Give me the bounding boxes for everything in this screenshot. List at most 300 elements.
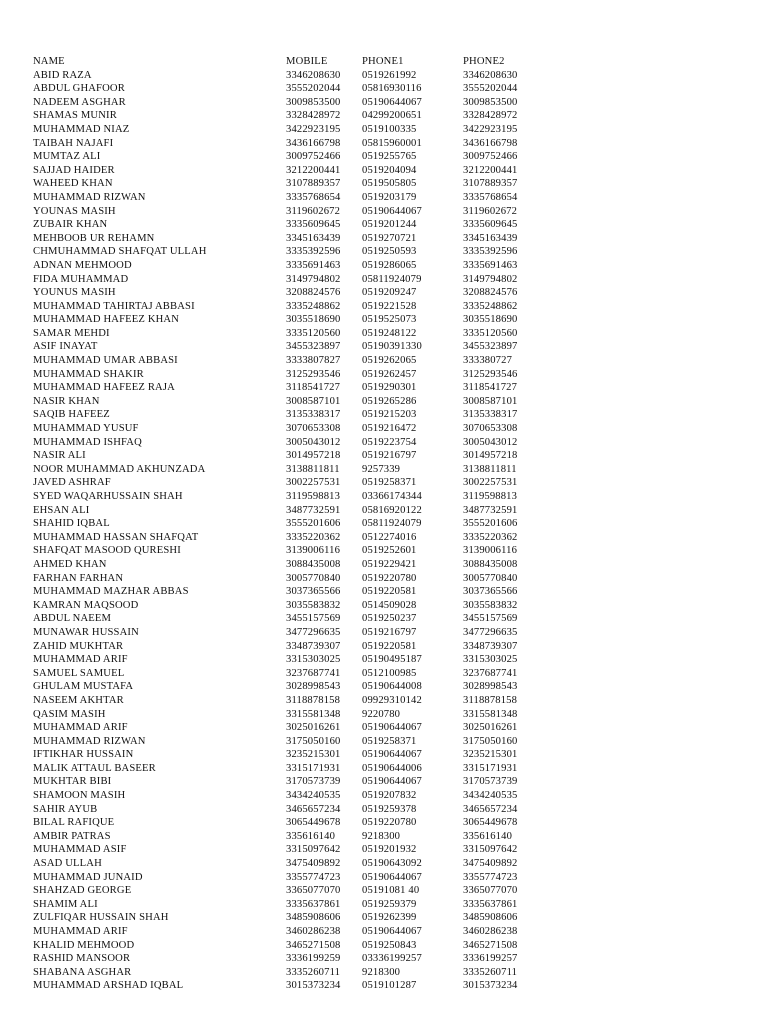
cell-phone2: 3335768654 [463, 191, 518, 203]
cell-name: MUHAMMAD ASIF [33, 844, 127, 856]
column-header-name: NAME [33, 56, 65, 67]
table-row [33, 96, 733, 110]
header-row [33, 55, 733, 69]
cell-phone1: 05190644006 [362, 762, 422, 774]
cell-name: MUHAMMAD HASSAN SHAFQAT [33, 531, 199, 543]
cell-name: SHAHID IQBAL [33, 518, 110, 530]
table-row [33, 939, 733, 953]
cell-phone1: 0512274016 [362, 531, 417, 543]
cell-mobile: 3208824576 [286, 287, 341, 299]
cell-phone2: 3477296635 [463, 626, 518, 638]
cell-name: ABID RAZA [33, 69, 92, 81]
table-row [33, 667, 733, 681]
table-row [33, 599, 733, 613]
cell-mobile: 3465657234 [286, 803, 341, 815]
cell-phone1: 0512100985 [362, 667, 417, 679]
table-row [33, 408, 733, 422]
cell-phone2: 3455323897 [463, 341, 518, 353]
cell-phone2: 3434240535 [463, 790, 518, 802]
cell-phone1: 05190643092 [362, 858, 422, 870]
table-row [33, 966, 733, 980]
cell-name: MUHAMMAD ARSHAD IQBAL [33, 980, 184, 992]
cell-name: SAMAR MEHDI [33, 327, 110, 339]
cell-phone1: 0519259379 [362, 898, 417, 910]
cell-phone2: 3005043012 [463, 436, 518, 448]
cell-phone1: 05190391330 [362, 341, 422, 353]
table-row [33, 857, 733, 871]
cell-phone1: 0519261992 [362, 69, 417, 81]
cell-phone1: 0519101287 [362, 980, 417, 992]
table-row [33, 585, 733, 599]
cell-mobile: 3355774723 [286, 871, 341, 883]
table-row [33, 205, 733, 219]
cell-mobile: 3315581348 [286, 708, 341, 720]
cell-name: MUHAMMAD RIZWAN [33, 191, 146, 203]
cell-mobile: 3315303025 [286, 654, 341, 666]
cell-phone2: 3118878158 [463, 694, 518, 706]
table-row [33, 232, 733, 246]
cell-phone2: 3335609645 [463, 219, 518, 231]
cell-name: MUNAWAR HUSSAIN [33, 626, 139, 638]
cell-name: SHAHZAD GEORGE [33, 885, 132, 897]
cell-name: MUHAMMAD UMAR ABBASI [33, 355, 178, 367]
cell-mobile: 3028998543 [286, 681, 341, 693]
cell-phone1: 05811924079 [362, 273, 422, 285]
cell-name: MUHAMMAD ISHFAQ [33, 436, 142, 448]
cell-mobile: 3008587101 [286, 395, 341, 407]
table-row [33, 517, 733, 531]
cell-phone2: 3555201606 [463, 518, 518, 530]
cell-phone2: 3212200441 [463, 164, 518, 176]
cell-phone1: 0519204094 [362, 164, 417, 176]
cell-mobile: 3555202044 [286, 83, 341, 95]
table-row [33, 952, 733, 966]
table-row [33, 803, 733, 817]
cell-phone1: 0519216472 [362, 423, 417, 435]
cell-mobile: 3460286238 [286, 926, 341, 937]
cell-phone1: 0514509028 [362, 599, 417, 611]
table-row [33, 286, 733, 300]
cell-phone2: 3336199257 [463, 953, 518, 965]
cell-phone2: 3455157569 [463, 613, 518, 625]
cell-mobile: 3335220362 [286, 531, 341, 543]
cell-phone1: 05190644067 [362, 871, 422, 883]
cell-phone2: 335616140 [463, 830, 513, 842]
cell-phone2: 3475409892 [463, 858, 518, 870]
cell-phone1: 0519201932 [362, 844, 417, 856]
table-row [33, 898, 733, 912]
table-row [33, 626, 733, 640]
table-row [33, 735, 733, 749]
cell-phone2: 3422923195 [463, 123, 518, 135]
cell-name: MUKHTAR BIBI [33, 776, 112, 788]
table-row [33, 653, 733, 667]
cell-mobile: 3436166798 [286, 137, 341, 149]
cell-phone1: 03366174344 [362, 491, 422, 502]
cell-name: MUHAMMAD JUNAID [33, 871, 143, 883]
cell-mobile: 3125293546 [286, 368, 341, 380]
cell-name: ASAD ULLAH [33, 858, 102, 870]
table-row [33, 843, 733, 857]
cell-mobile: 3477296635 [286, 626, 341, 638]
cell-phone2: 3028998543 [463, 681, 518, 693]
cell-phone2: 3015373234 [463, 980, 518, 992]
table-row [33, 245, 733, 259]
cell-name: SHAMIM ALI [33, 898, 98, 910]
table-row [33, 340, 733, 354]
cell-phone1: 0519223754 [362, 436, 417, 448]
cell-phone1: 0519525073 [362, 314, 417, 326]
cell-phone1: 05190644067 [362, 96, 422, 108]
table-row [33, 490, 733, 504]
table-row [33, 218, 733, 232]
table-row [33, 640, 733, 654]
cell-phone1: 05190495187 [362, 654, 422, 666]
cell-phone1: 0519207832 [362, 790, 417, 802]
cell-phone1: 09929310142 [362, 694, 422, 706]
cell-phone2: 3035583832 [463, 599, 518, 611]
cell-phone2: 3138811811 [463, 463, 517, 475]
cell-mobile: 3475409892 [286, 858, 341, 870]
cell-mobile: 3009752466 [286, 151, 341, 163]
table-row [33, 572, 733, 586]
cell-phone1: 0519201244 [362, 219, 417, 231]
cell-phone1: 05816920122 [362, 504, 422, 516]
cell-phone2: 3345163439 [463, 232, 518, 244]
cell-phone2: 3139006116 [463, 545, 518, 557]
cell-phone2: 3335637861 [463, 898, 518, 910]
cell-mobile: 3088435008 [286, 558, 341, 570]
cell-name: NASIR ALI [33, 450, 86, 462]
cell-name: SAJJAD HAIDER [33, 164, 115, 176]
table-row [33, 422, 733, 436]
cell-mobile: 3005770840 [286, 572, 341, 584]
cell-phone1: 0519265286 [362, 395, 417, 407]
cell-phone1: 0519250593 [362, 246, 417, 258]
cell-name: SHAMAS MUNIR [33, 110, 117, 122]
cell-phone1: 9218300 [362, 966, 401, 978]
cell-name: MUHAMMAD HAFEEZ RAJA [33, 382, 175, 394]
cell-mobile: 3065449678 [286, 817, 341, 829]
table-row [33, 925, 733, 939]
table-row [33, 381, 733, 395]
cell-phone1: 0519220780 [362, 817, 417, 829]
cell-mobile: 335616140 [286, 830, 336, 842]
cell-phone2: 3008587101 [463, 395, 518, 407]
cell-phone2: 3348739307 [463, 640, 518, 652]
cell-mobile: 3235215301 [286, 749, 341, 761]
cell-phone2: 3315171931 [463, 762, 518, 774]
cell-name: ZULFIQAR HUSSAIN SHAH [33, 912, 169, 924]
table-row [33, 762, 733, 776]
cell-phone1: 0519270721 [362, 232, 417, 244]
cell-phone2: 3237687741 [463, 667, 518, 679]
cell-mobile: 3119598813 [286, 491, 341, 502]
cell-mobile: 3005043012 [286, 436, 341, 448]
cell-mobile: 3315171931 [286, 762, 341, 774]
table-body [33, 69, 733, 993]
table-row [33, 436, 733, 450]
cell-name: MUHAMMAD ARIF [33, 722, 128, 734]
cell-name: QASIM MASIH [33, 708, 106, 720]
table-row [33, 979, 733, 993]
cell-mobile: 3422923195 [286, 123, 341, 135]
contacts-table [33, 55, 733, 993]
cell-phone2: 3346208630 [463, 69, 518, 81]
cell-mobile: 3149794802 [286, 273, 341, 285]
cell-name: KHALID MEHMOOD [33, 939, 135, 951]
cell-phone1: 0519258371 [362, 477, 417, 489]
cell-name: NADEEM ASGHAR [33, 96, 126, 108]
cell-mobile: 3118541727 [286, 382, 341, 394]
cell-phone1: 0519216797 [362, 626, 417, 638]
cell-phone2: 3035518690 [463, 314, 518, 326]
cell-name: MUHAMMAD YUSUF [33, 423, 139, 435]
cell-phone2: 3149794802 [463, 273, 518, 285]
cell-mobile: 3333807827 [286, 355, 341, 367]
cell-name: GHULAM MUSTAFA [33, 681, 134, 693]
cell-name: SYED WAQARHUSSAIN SHAH [33, 491, 183, 502]
table-row [33, 721, 733, 735]
cell-name: MUHAMMAD MAZHAR ABBAS [33, 586, 189, 598]
cell-phone1: 0519220780 [362, 572, 417, 584]
cell-name: YOUNAS MASIH [33, 205, 116, 217]
cell-phone1: 0519286065 [362, 259, 417, 271]
cell-phone1: 0519262457 [362, 368, 417, 380]
cell-mobile: 3335248862 [286, 300, 341, 312]
cell-mobile: 3035583832 [286, 599, 341, 611]
table-row [33, 544, 733, 558]
cell-name: CHMUHAMMAD SHAFQAT ULLAH [33, 246, 207, 258]
cell-mobile: 3035518690 [286, 314, 341, 326]
table-row [33, 708, 733, 722]
cell-phone2: 3118541727 [463, 382, 518, 394]
table-row [33, 775, 733, 789]
cell-phone2: 3335260711 [463, 966, 518, 978]
cell-phone1: 0519252601 [362, 545, 417, 557]
cell-phone1: 0519229421 [362, 558, 417, 570]
cell-phone2: 333380727 [463, 355, 513, 367]
cell-name: SHABANA ASGHAR [33, 966, 132, 978]
cell-phone1: 0519220581 [362, 640, 417, 652]
table-row [33, 558, 733, 572]
cell-mobile: 3335120560 [286, 327, 341, 339]
cell-phone1: 05816930116 [362, 83, 422, 95]
cell-mobile: 3002257531 [286, 477, 341, 489]
cell-mobile: 3135338317 [286, 409, 341, 421]
cell-phone2: 3119602672 [463, 205, 518, 217]
table-row [33, 164, 733, 178]
table-row [33, 82, 733, 96]
cell-phone1: 0519262399 [362, 912, 417, 924]
cell-phone1: 0519258371 [362, 735, 417, 747]
cell-phone1: 04299200651 [362, 110, 422, 122]
cell-phone1: 0519255765 [362, 151, 417, 163]
table-row [33, 680, 733, 694]
cell-mobile: 3487732591 [286, 504, 341, 516]
table-row [33, 449, 733, 463]
cell-mobile: 3335768654 [286, 191, 341, 203]
cell-phone2: 3070653308 [463, 423, 518, 435]
cell-phone1: 0519250843 [362, 939, 417, 951]
cell-phone1: 05190644067 [362, 926, 422, 937]
cell-name: MUHAMMAD TAHIRTAJ ABBASI [33, 300, 195, 312]
table-row [33, 69, 733, 83]
cell-name: ZAHID MUKHTAR [33, 640, 124, 652]
cell-phone2: 3315303025 [463, 654, 518, 666]
cell-name: FARHAN FARHAN [33, 572, 124, 584]
cell-phone2: 3037365566 [463, 586, 518, 598]
table-row [33, 694, 733, 708]
table-row [33, 884, 733, 898]
cell-name: ADNAN MEHMOOD [33, 259, 132, 271]
cell-mobile: 3335637861 [286, 898, 341, 910]
cell-mobile: 3328428972 [286, 110, 341, 122]
cell-mobile: 3107889357 [286, 178, 341, 190]
cell-phone1: 0519250237 [362, 613, 417, 625]
cell-phone1: 0519290301 [362, 382, 417, 394]
table-row [33, 789, 733, 803]
table-row [33, 748, 733, 762]
cell-mobile: 3212200441 [286, 164, 341, 176]
cell-name: SAHIR AYUB [33, 803, 98, 815]
cell-phone1: 0519505805 [362, 178, 417, 190]
table-row [33, 612, 733, 626]
cell-mobile: 3025016261 [286, 722, 341, 734]
cell-phone1: 05811924079 [362, 518, 422, 530]
cell-phone2: 3335248862 [463, 300, 518, 312]
cell-phone2: 3315097642 [463, 844, 518, 856]
table-row [33, 313, 733, 327]
table-row [33, 531, 733, 545]
table-row [33, 871, 733, 885]
cell-phone2: 3014957218 [463, 450, 518, 462]
cell-name: MUHAMMAD ARIF [33, 654, 128, 666]
cell-name: MUMTAZ ALI [33, 151, 101, 163]
column-header-phone1: PHONE1 [362, 56, 404, 67]
cell-name: NOOR MUHAMMAD AKHUNZADA [33, 463, 206, 475]
cell-name: SHAMOON MASIH [33, 790, 126, 802]
cell-mobile: 3485908606 [286, 912, 341, 924]
cell-name: ZUBAIR KHAN [33, 219, 108, 231]
cell-mobile: 3014957218 [286, 450, 341, 462]
cell-phone1: 0519216797 [362, 450, 417, 462]
cell-phone2: 3328428972 [463, 110, 518, 122]
cell-phone2: 3009752466 [463, 151, 518, 163]
table-row [33, 191, 733, 205]
column-header-mobile: MOBILE [286, 56, 328, 67]
cell-phone1: 0519259378 [362, 803, 417, 815]
cell-name: ASIF INAYAT [33, 341, 98, 353]
cell-phone2: 3487732591 [463, 504, 518, 516]
cell-mobile: 3465271508 [286, 939, 341, 951]
cell-mobile: 3009853500 [286, 96, 341, 108]
column-header-phone2: PHONE2 [463, 56, 505, 67]
cell-phone2: 3009853500 [463, 96, 518, 108]
cell-phone2: 3460286238 [463, 926, 518, 937]
cell-mobile: 3315097642 [286, 844, 341, 856]
cell-mobile: 3335691463 [286, 259, 341, 271]
cell-phone1: 05190644067 [362, 722, 422, 734]
cell-mobile: 3138811811 [286, 463, 340, 475]
cell-phone2: 3119598813 [463, 491, 518, 502]
cell-name: MUHAMMAD NIAZ [33, 123, 130, 135]
cell-name: EHSAN ALI [33, 504, 90, 516]
cell-name: FIDA MUHAMMAD [33, 273, 129, 285]
cell-phone1: 0519248122 [362, 327, 417, 339]
table-row [33, 830, 733, 844]
cell-phone2: 3175050160 [463, 735, 518, 747]
cell-name: TAIBAH NAJAFI [33, 137, 114, 149]
cell-mobile: 3070653308 [286, 423, 341, 435]
cell-mobile: 3455157569 [286, 613, 341, 625]
cell-phone1: 9218300 [362, 830, 401, 842]
cell-name: SAQIB HAFEEZ [33, 409, 110, 421]
cell-phone2: 3002257531 [463, 477, 518, 489]
cell-phone1: 0519262065 [362, 355, 417, 367]
cell-mobile: 3015373234 [286, 980, 341, 992]
cell-name: AHMED KHAN [33, 558, 107, 570]
cell-phone2: 3335120560 [463, 327, 518, 339]
cell-name: ABDUL GHAFOOR [33, 83, 125, 95]
cell-name: KAMRAN MAQSOOD [33, 599, 139, 611]
table-row [33, 177, 733, 191]
cell-phone2: 3465271508 [463, 939, 518, 951]
table-row [33, 395, 733, 409]
cell-phone2: 3005770840 [463, 572, 518, 584]
table-row [33, 137, 733, 151]
cell-mobile: 3365077070 [286, 885, 341, 897]
cell-name: MEHBOOB UR REHAMN [33, 232, 155, 244]
cell-name: RASHID MANSOOR [33, 953, 131, 965]
cell-mobile: 3170573739 [286, 776, 341, 788]
cell-phone2: 3135338317 [463, 409, 518, 421]
cell-phone2: 3235215301 [463, 749, 518, 761]
cell-phone1: 05190644067 [362, 205, 422, 217]
cell-mobile: 3345163439 [286, 232, 341, 244]
cell-mobile: 3434240535 [286, 790, 341, 802]
table-row [33, 368, 733, 382]
table-row [33, 259, 733, 273]
cell-phone1: 05191081 40 [362, 885, 420, 897]
cell-mobile: 3455323897 [286, 341, 341, 353]
table-row [33, 300, 733, 314]
cell-mobile: 3335260711 [286, 966, 341, 978]
cell-mobile: 3348739307 [286, 640, 341, 652]
cell-phone2: 3125293546 [463, 368, 518, 380]
cell-phone1: 0519209247 [362, 287, 417, 299]
cell-phone2: 3485908606 [463, 912, 518, 924]
table-row [33, 911, 733, 925]
table-row [33, 354, 733, 368]
table-row [33, 463, 733, 477]
cell-name: JAVED ASHRAF [33, 477, 111, 489]
cell-phone1: 0519221528 [362, 300, 417, 312]
cell-phone1: 05190644067 [362, 776, 422, 788]
cell-mobile: 3555201606 [286, 518, 341, 530]
cell-phone1: 05190644008 [362, 681, 422, 693]
cell-name: BILAL RAFIQUE [33, 817, 115, 829]
cell-name: YOUNUS MASIH [33, 287, 116, 299]
cell-phone1: 0519220581 [362, 586, 417, 598]
cell-phone2: 3436166798 [463, 137, 518, 149]
cell-phone1: 03336199257 [362, 953, 422, 965]
cell-mobile: 3118878158 [286, 694, 341, 706]
cell-phone2: 3335691463 [463, 259, 518, 271]
cell-mobile: 3139006116 [286, 545, 341, 557]
table-row [33, 150, 733, 164]
cell-mobile: 3175050160 [286, 735, 341, 747]
